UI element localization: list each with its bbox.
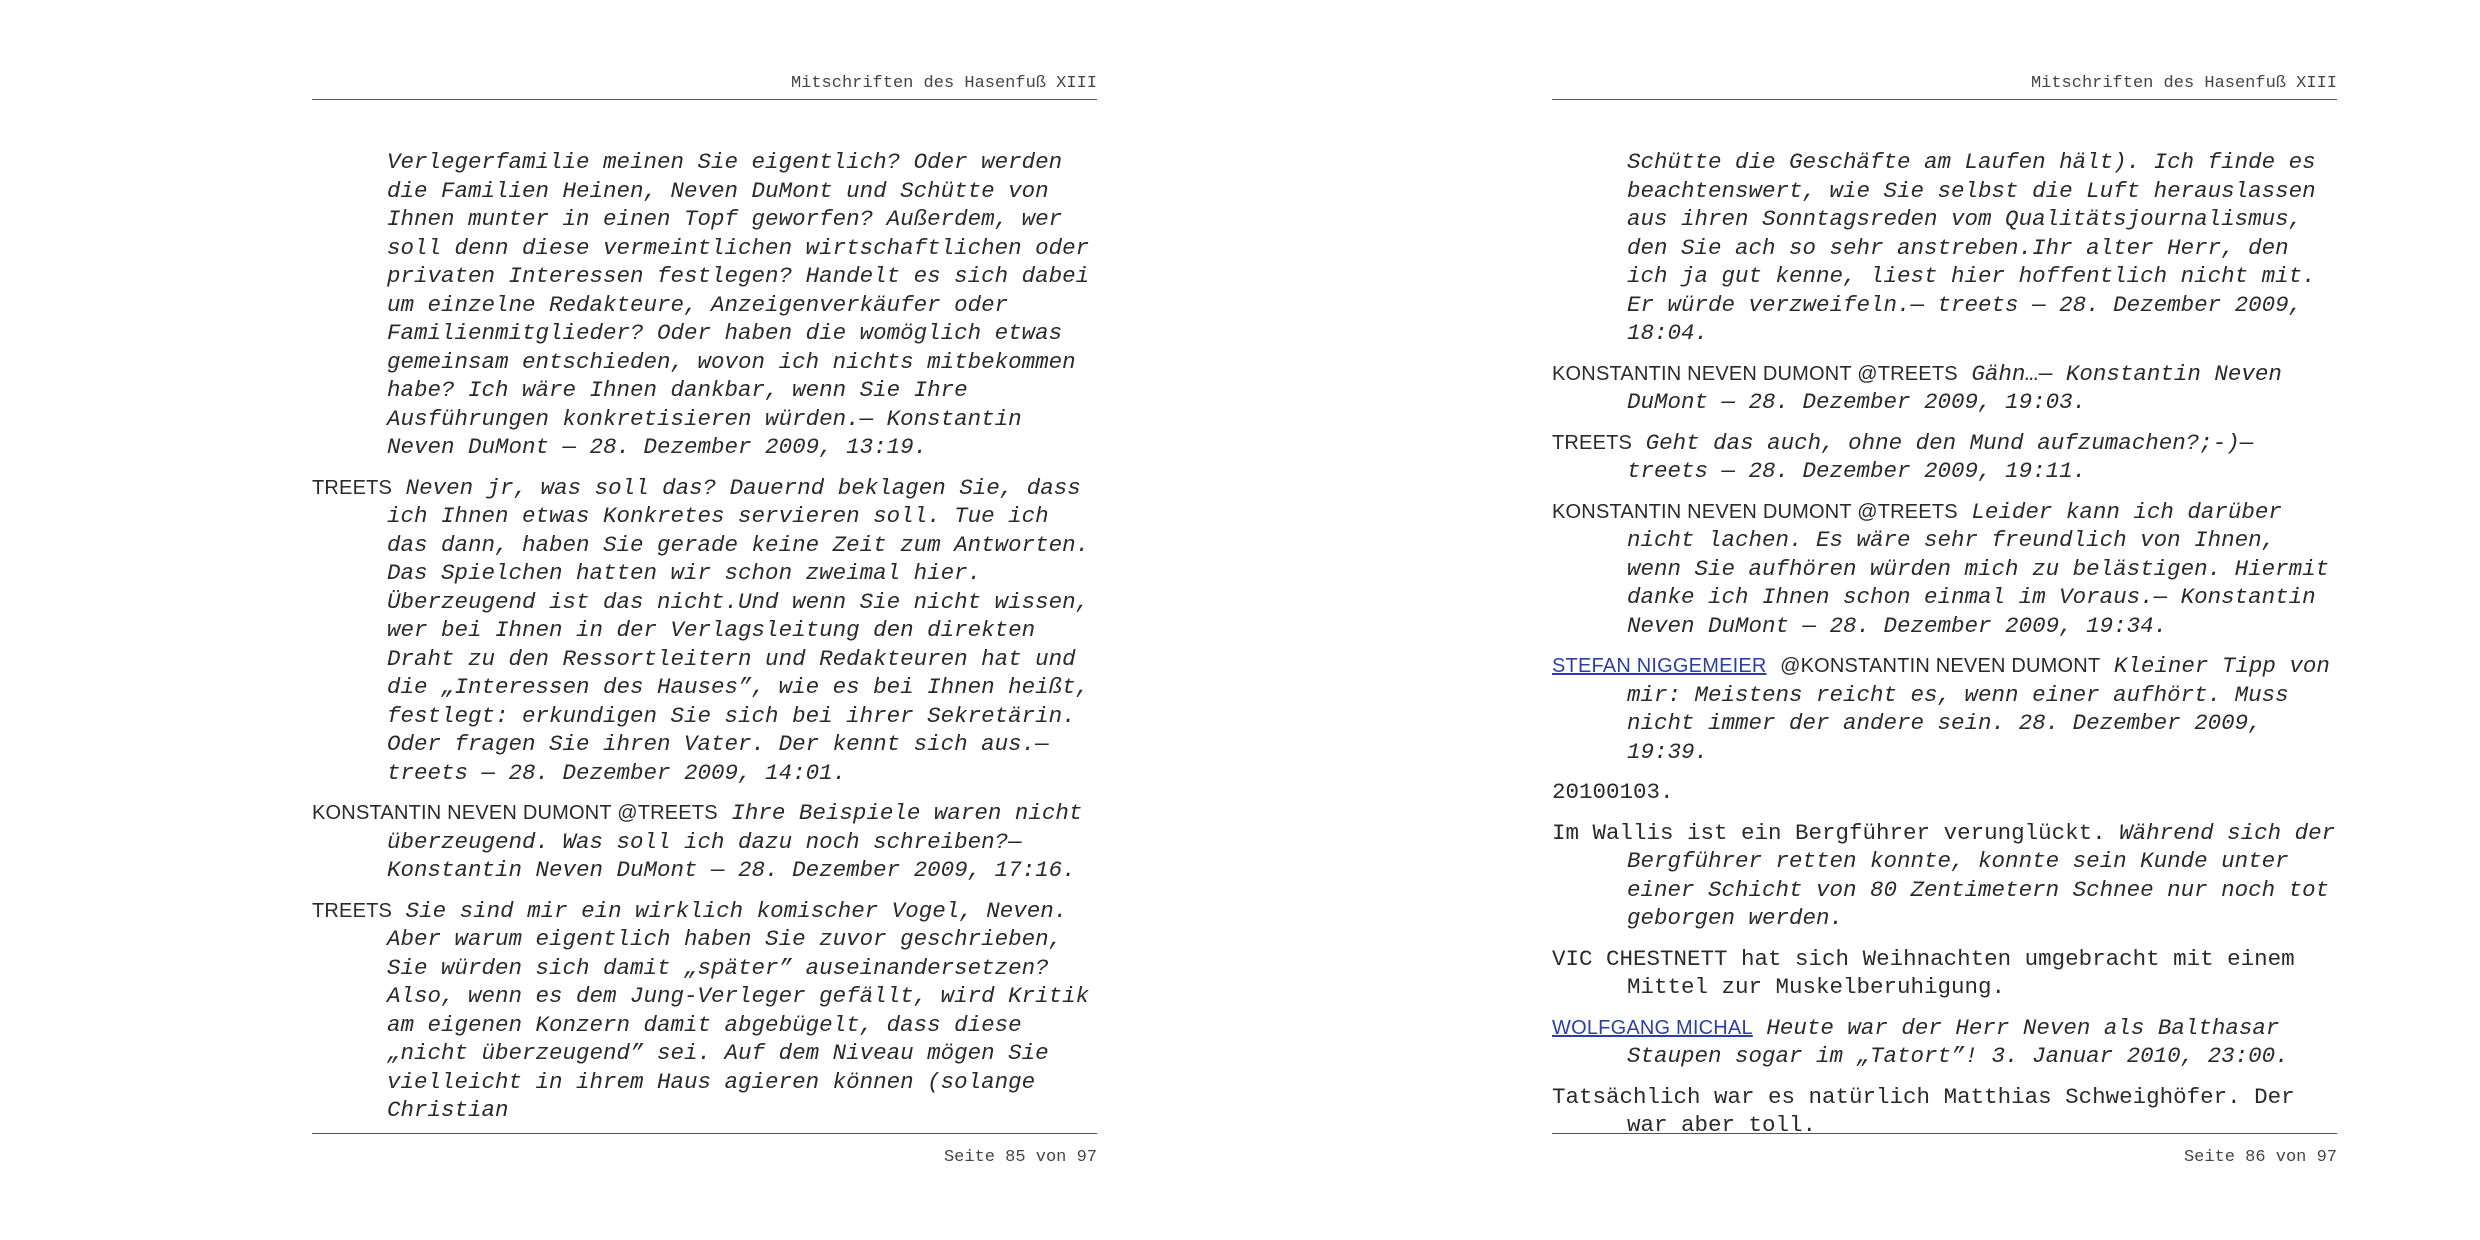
- note-lead: Im Wallis ist ein Bergführer verunglückt.: [1552, 819, 2106, 846]
- comment-author: TREETS: [1552, 431, 1633, 454]
- comment-entry: [1552, 498, 2337, 641]
- comment-text: Neven jr, was soll das? Dauernd beklagen Sie, dass ich Ihnen etwas Konkretes servieren soll. Tue ich das dann, haben Sie gerade keine Zeit zum Antworten. Das Spielchen hatten wir schon zweimal hier. Überzeugend ist das nicht.Und wenn Sie nicht wissen, wer bei Ihnen in der Verlagsleitung den direkten Draht zu den Ressortleitern und Redakteuren hat und die „Interessen des Hauses”, wie es bei Ihnen heißt, festlegt: erkundigen Sie sich bei ihrer Sekretärin. Oder fragen Sie ihren Vater. Der kennt sich aus.— treets — 28. Dezember 2009, 14:01.: [387, 474, 1090, 786]
- comment-continuation: Schütte die Geschäfte am Laufen hält). Ich finde es beachtenswert, wie Sie selbst die Luft herauslassen aus ihren Sonntagsreden vom Qualitätsjournalismus, den Sie ach so sehr anstreben.Ihr alter Herr, den ich ja gut kenne, liest hier hoffentlich nicht mit. Er würde verzweifeln.— treets — 28. Dezember 2009, 18:04.: [1627, 149, 2316, 346]
- comment-continuation: Verlegerfamilie meinen Sie eigentlich? Oder werden die Familien Heinen, Neven DuMont und Schütte von Ihnen munter in einen Topf geworfen? Außerdem, wer soll denn diese vermeintlichen wirtschaftlichen oder privaten Interessen festlegen? Handelt es sich dabei um einzelne Redakteure, Anzeigenverkäufer oder Familienmitglieder? Oder haben die womöglich etwas gemeinsam entschieden, wovon ich nichts mitbekommen habe? Ich wäre Ihnen dankbar, wenn Sie Ihre Ausführungen konkretisieren würden.— Konstantin Neven DuMont — 28. Dezember 2009, 13:19.: [387, 149, 1090, 460]
- author-link-stefan-niggemeier[interactable]: STEFAN NIGGEMEIER: [1552, 655, 1767, 677]
- note-entry: Tatsächlich war es natürlich Matthias Schweighöfer. Der war aber toll.: [1552, 1083, 2295, 1138]
- author-link-wolfgang-michal[interactable]: WOLFGANG MICHAL: [1552, 1016, 1753, 1039]
- page-body: [1552, 148, 2337, 1152]
- page-body: [312, 148, 1097, 1137]
- comment-author: TREETS: [312, 899, 393, 922]
- comment-addressee: @KONSTANTIN NEVEN DUMONT: [1780, 655, 2101, 677]
- note-text: Während sich der Bergführer retten konnte, konnte sein Kunde unter einer Schicht von 80 Zentimetern Schnee nur noch tot geborgen werden.: [1627, 819, 2336, 931]
- comment-entry: [1552, 652, 2337, 766]
- note-entry: [1552, 819, 2337, 933]
- comment-author: TREETS: [312, 476, 393, 499]
- running-header: Mitschriften des Hasenfuß XIII: [1552, 74, 2337, 100]
- running-header: Mitschriften des Hasenfuß XIII: [312, 74, 1097, 100]
- comment-author: KONSTANTIN NEVEN DUMONT @TREETS: [1552, 500, 1958, 523]
- comment-text: Heute war der Herr Neven als Balthasar Staupen sogar im „Tatort”! 3. Januar 2010, 23:00.: [1627, 1014, 2289, 1069]
- date-marker: 20100103.: [1552, 779, 1674, 805]
- comment-entry: [312, 897, 1097, 1125]
- comment-entry: [312, 799, 1097, 885]
- comment-author: KONSTANTIN NEVEN DUMONT @TREETS: [1552, 362, 1958, 385]
- comment-entry: [312, 474, 1097, 788]
- page-85: [312, 0, 1097, 1240]
- note-subject: VIC CHESTNETT: [1552, 945, 1728, 972]
- comment-text: Geht das auch, ohne den Mund aufzumachen?;-)— treets — 28. Dezember 2009, 19:11.: [1627, 429, 2254, 484]
- comment-text: Sie sind mir ein wirklich komischer Vogel, Neven. Aber warum eigentlich haben Sie zuvor geschrieben, Sie würden sich damit „später” auseinandersetzen?Also, wenn es dem Jung-Verleger gefällt, wird Kritik am eigenen Konzern damit abgebügelt, dass diese „nicht überzeugend” sei. Auf dem Niveau mögen Sie vielleicht in ihrem Haus agieren können (solange Christian: [387, 897, 1090, 1123]
- comment-author: KONSTANTIN NEVEN DUMONT @TREETS: [312, 802, 718, 824]
- page-number: Seite 85 von 97: [312, 1133, 1097, 1167]
- page-number: Seite 86 von 97: [1552, 1133, 2337, 1167]
- page-86: [1552, 0, 2337, 1240]
- comment-text: Gähn…— Konstantin Neven DuMont — 28. Dezember 2009, 19:03.: [1627, 360, 2282, 415]
- comment-text: Leider kann ich darüber nicht lachen. Es wäre sehr freundlich von Ihnen, wenn Sie aufhören würden mich zu belästigen. Hiermit danke ich Ihnen schon einmal im Voraus.— Konstantin Neven DuMont — 28. Dezember 2009, 19:34.: [1627, 498, 2330, 639]
- comment-text: Kleiner Tipp von mir: Meistens reicht es, wenn einer aufhört. Muss nicht immer der andere sein. 28. Dezember 2009, 19:39.: [1627, 653, 2330, 765]
- note-text: hat sich Weihnachten umgebracht mit einem Mittel zur Muskelberuhigung.: [1627, 945, 2295, 1000]
- comment-entry: [1552, 360, 2337, 417]
- comment-entry: [1552, 1014, 2337, 1071]
- comment-text: Ihre Beispiele waren nicht überzeugend. Was soll ich dazu noch schreiben?— Konstantin Neven DuMont — 28. Dezember 2009, 17:16.: [387, 800, 1083, 883]
- comment-entry: [1552, 429, 2337, 486]
- note-entry: [1552, 945, 2337, 1002]
